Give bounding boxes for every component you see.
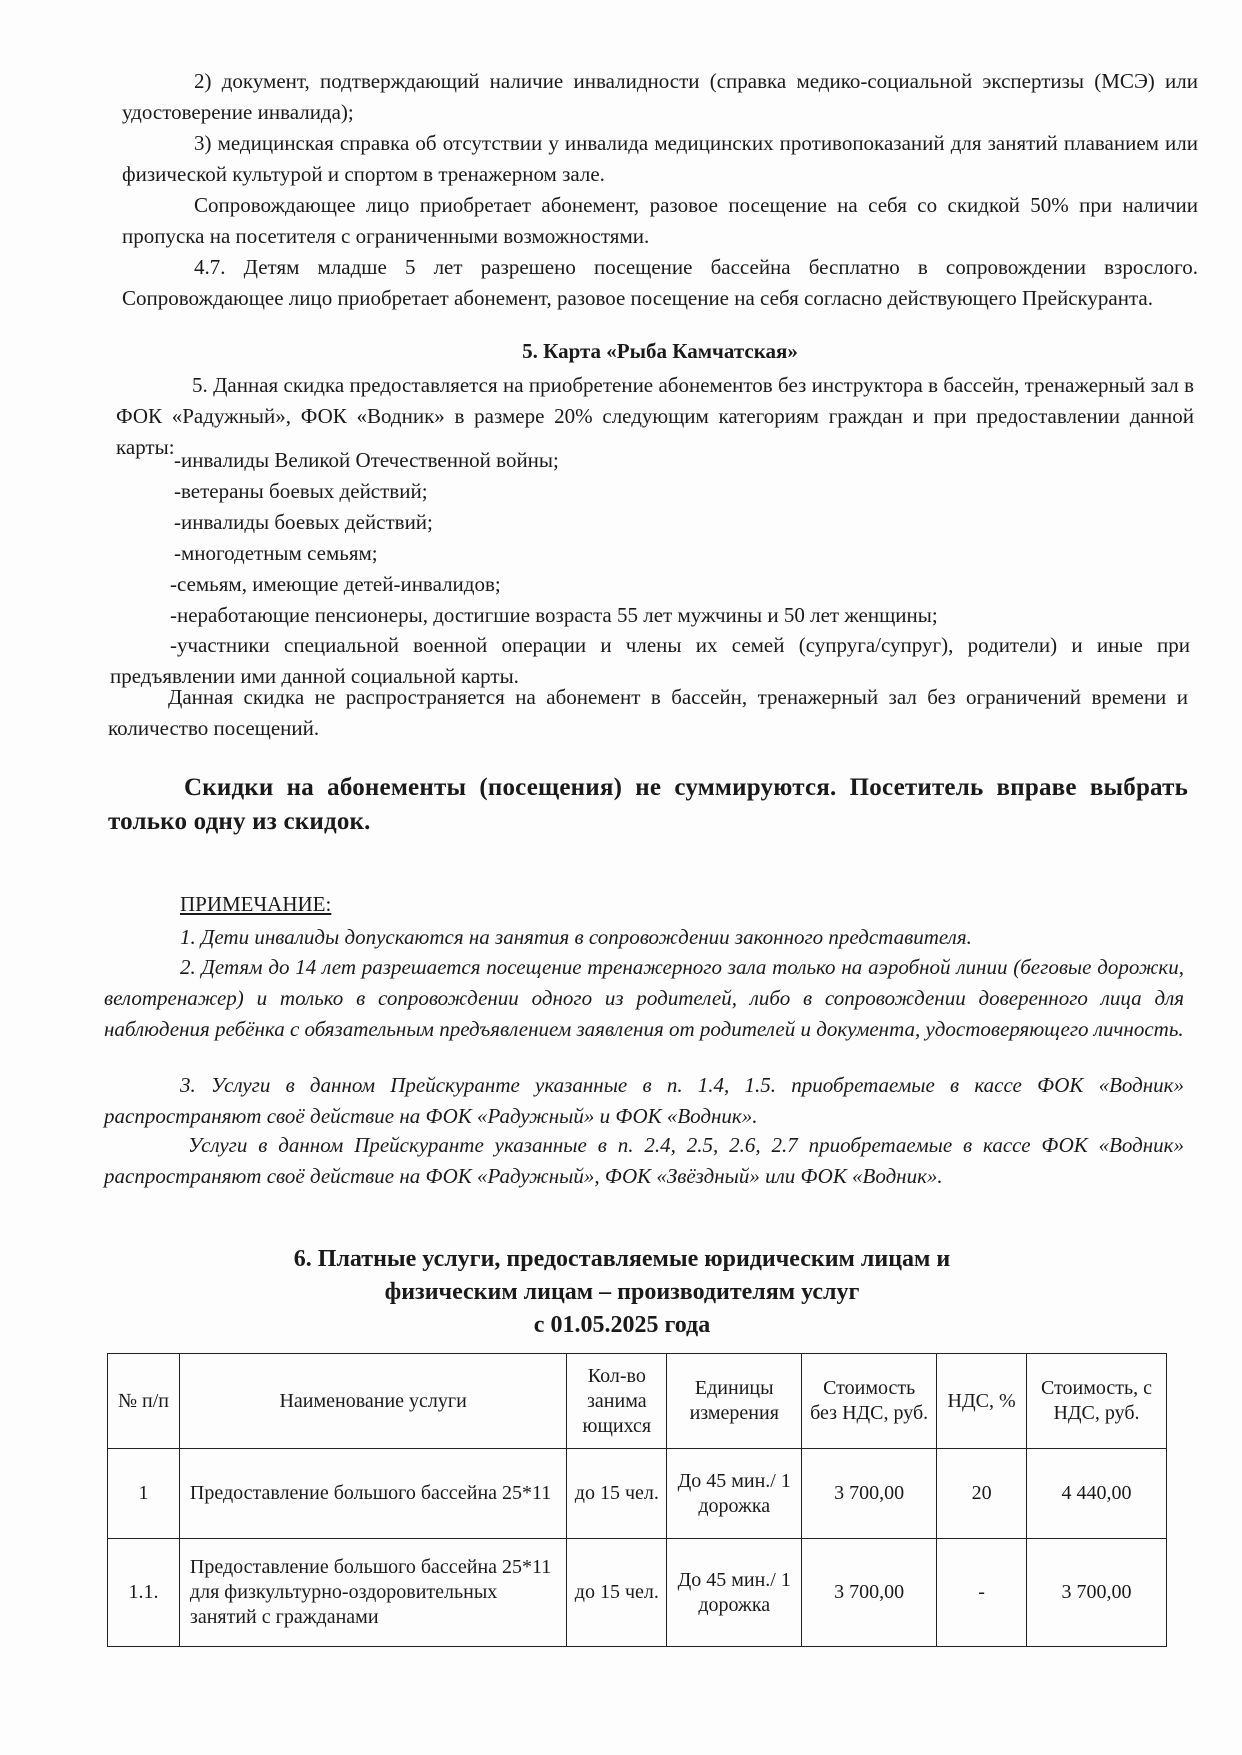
cell-service-name: Предоставление большого бассейна 25*11 bbox=[179, 1449, 566, 1539]
section-5-lead: 5. Данная скидка предоставляется на приобретение абонементов без инструктора в бассейн, тренажерный зал в ФОК «Радужный», ФОК «Водник» в размере 20% следующим категориям граждан и при предоставлении данной карты: bbox=[116, 373, 1194, 459]
section-5-heading: 5. Карта «Рыба Камчатская» bbox=[522, 339, 798, 363]
paragraph-disability-document: 2) документ, подтверждающий наличие инвалидности (справка медико-социальной экспертизы (МСЭ) или удостоверение инвалида); bbox=[122, 69, 1198, 124]
column-header-number: № п/п bbox=[108, 1354, 180, 1449]
list-item: -семьям, имеющие детей-инвалидов; bbox=[170, 572, 501, 596]
column-header-price-without-vat: Стоимость без НДС, руб. bbox=[802, 1354, 937, 1449]
cell-number: 1 bbox=[108, 1449, 180, 1539]
column-header-service-name: Наименование услуги bbox=[179, 1354, 566, 1449]
cell-price-without-vat: 3 700,00 bbox=[802, 1449, 937, 1539]
table-row bbox=[108, 1539, 1167, 1647]
note-3: 3. Услуги в данном Прейскуранте указанные в п. 1.4, 1.5. приобретаемые в кассе ФОК «Водник» распространяют своё действие на ФОК «Радужный» и ФОК «Водник». bbox=[104, 1073, 1184, 1128]
cell-price-with-vat: 4 440,00 bbox=[1027, 1449, 1167, 1539]
table-row bbox=[108, 1449, 1167, 1539]
list-item: -неработающие пенсионеры, достигшие возраста 55 лет мужчины и 50 лет женщины; bbox=[170, 603, 938, 627]
list-item: -многодетным семьям; bbox=[174, 541, 378, 565]
section-6-title-line-3: с 01.05.2025 года bbox=[533, 1312, 711, 1338]
paragraph-medical-certificate: 3) медицинская справка об отсутствии у инвалида медицинских противопоказаний для занятий плаванием или физической культурой и спортом в тренажерном зале. bbox=[122, 131, 1198, 186]
cell-units: До 45 мин./ 1 дорожка bbox=[667, 1449, 802, 1539]
list-item: -инвалиды Великой Отечественной войны; bbox=[174, 448, 559, 472]
paragraph-children-under-5: 4.7. Детям младше 5 лет разрешено посещение бассейна бесплатно в сопровождении взрослого. Сопровождающее лицо приобретает абонемент, разовое посещение на себя согласно действующего Прейскуранта. bbox=[122, 255, 1198, 310]
list-item-svo-participants: -участники специальной военной операции и члены их семей (супруга/супруг), родители) и иные при предъявлении ими данной социальной карты. bbox=[110, 633, 1190, 688]
cell-price-with-vat: 3 700,00 bbox=[1027, 1539, 1167, 1647]
discounts-notice: Скидки на абонементы (посещения) не суммируются. Посетитель вправе выбрать только одну из скидок. bbox=[108, 774, 1188, 835]
cell-vat: 20 bbox=[937, 1449, 1027, 1539]
cell-price-without-vat: 3 700,00 bbox=[802, 1539, 937, 1647]
cell-participants: до 15 чел. bbox=[567, 1539, 667, 1647]
note-2: 2. Детям до 14 лет разрешается посещение тренажерного зала только на аэробной линии (беговые дорожки, велотренажер) и только в сопровождении одного из родителей, либо в сопровождении доверенного лица для наблюдения ребёнка с обязательным предъявлением заявления от родителей и документа, удостоверяющего личность. bbox=[104, 955, 1184, 1041]
cell-participants: до 15 чел. bbox=[567, 1449, 667, 1539]
cell-units: До 45 мин./ 1 дорожка bbox=[667, 1539, 802, 1647]
column-header-price-with-vat: Стоимость, с НДС, руб. bbox=[1027, 1354, 1167, 1449]
paragraph-companion-discount: Сопровождающее лицо приобретает абонемент, разовое посещение на себя со скидкой 50% при наличии пропуска на посетителя с ограниченными возможностями. bbox=[122, 193, 1198, 248]
note-1: 1. Дети инвалиды допускаются на занятия в сопровождении законного представителя. bbox=[180, 925, 972, 949]
cell-service-name: Предоставление большого бассейна 25*11 для физкультурно-оздоровительных занятий с гражданами bbox=[179, 1539, 566, 1647]
price-table bbox=[107, 1353, 1167, 1647]
cell-number: 1.1. bbox=[108, 1539, 180, 1647]
paragraph-discount-exclusion: Данная скидка не распространяется на абонемент в бассейн, тренажерный зал без ограничений времени и количество посещений. bbox=[108, 685, 1188, 740]
table-header-row bbox=[108, 1354, 1167, 1449]
list-item: -инвалиды боевых действий; bbox=[174, 510, 433, 534]
column-header-participants: Кол-во занима ющихся bbox=[567, 1354, 667, 1449]
note-4: Услуги в данном Прейскуранте указанные в п. 2.4, 2.5, 2.6, 2.7 приобретаемые в кассе ФОК «Водник» распространяют своё действие на ФОК «Радужный», ФОК «Звёздный» или ФОК «Водник». bbox=[104, 1133, 1184, 1188]
list-item: -ветераны боевых действий; bbox=[174, 479, 428, 503]
column-header-vat: НДС, % bbox=[937, 1354, 1027, 1449]
note-heading: ПРИМЕЧАНИЕ: bbox=[180, 892, 332, 916]
section-6-title-line-1: 6. Платные услуги, предоставляемые юридическим лицам и bbox=[293, 1246, 951, 1272]
column-header-units: Единицы измерения bbox=[667, 1354, 802, 1449]
section-6-title-line-2: физическим лицам – производителям услуг bbox=[384, 1279, 860, 1305]
cell-vat: - bbox=[937, 1539, 1027, 1647]
